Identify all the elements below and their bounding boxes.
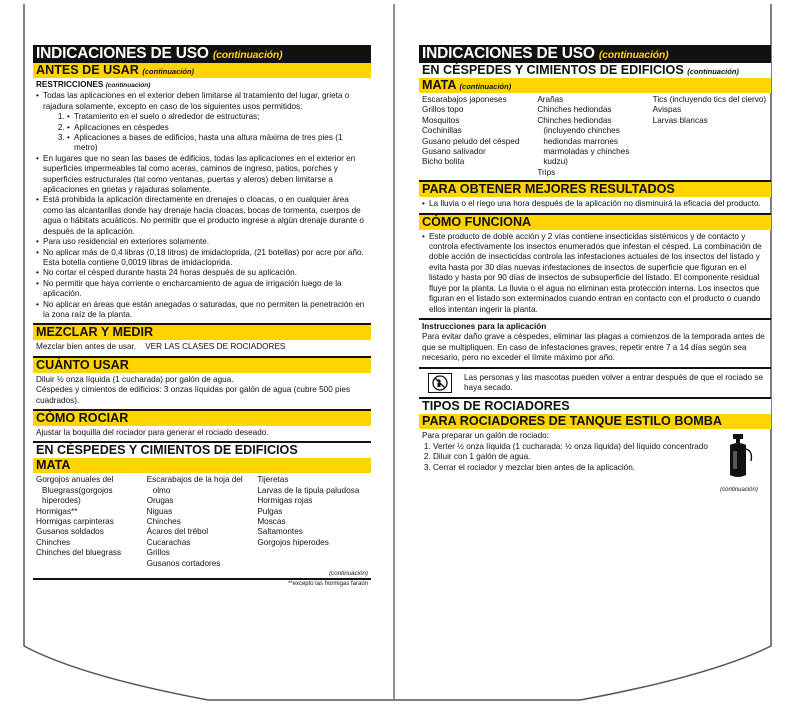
left-panel (33, 45, 371, 589)
sprayer-box (419, 429, 771, 498)
sprayer-steps (422, 442, 710, 473)
pest-item: Gusanos cortadores (146, 558, 221, 568)
pest-item: Chinches del bluegrass (36, 548, 122, 558)
sprayer-intro: Para preparar un galón de rociado: (422, 431, 549, 441)
pest-item: Larvas de la tipula paludosa (257, 485, 360, 495)
pest-item: Pulgas (257, 506, 283, 516)
pest-item: Arañas (537, 95, 564, 104)
list-item: • No cortar el césped durante hasta 24 horas después de su aplicación. (36, 268, 368, 278)
pest-item: Tijeretas (257, 475, 289, 485)
pest-item: Gorgojos hiperodes (257, 537, 329, 547)
pest-item: Hormigas carpinteras (36, 517, 114, 526)
pest-item: Orugas (146, 496, 174, 506)
list-item: 2. Diluir con 1 galón de agua. (433, 452, 710, 462)
restricciones-list (36, 91, 368, 320)
antes-box (33, 78, 371, 323)
list-item: • Todas las aplicaciones en el exterior deben limitarse al tratamiento del lugar, grieta o rajadura solamente, excepto en caso de los siguientes usos permitidos: • 1. Tratamiento en el suelo o alrededor de estructuras; • 2. Aplicaciones en céspedes • 3. Aplicaciones a bases de edificios, hasta una altura máxima de tres pies (1 metro) (36, 91, 368, 153)
pest-column-1 (36, 475, 147, 569)
pest-item: Gorgojos anuales del Bluegrass(gorgojos hiperodes) (36, 475, 114, 506)
instrucciones-text: Para evitar daño grave a céspedes, eliminar las plagas a comienzos de la temporada antes de que se multipliquen. En caso de infestaciones graves, repetir entre 7 a 14 días según sea necesario, pero no exceder el límite máximo por año. (422, 332, 765, 363)
pest-item: Mosquitos (422, 115, 460, 125)
pest-item: Tics (incluyendo tics del ciervo) (652, 95, 767, 104)
cuanto-title: CUÁNTO USAR (33, 356, 371, 373)
right-pest-columns (419, 93, 771, 180)
pest-item: Grillos (146, 548, 170, 558)
footnote: **excepto las hormigas faraón (287, 581, 368, 588)
cesped-title: EN CÉSPEDES Y CIMIENTOS DE EDIFICIOS (33, 441, 371, 458)
pest-item: Gusanos soldados (36, 527, 104, 537)
pest-item: Cucarachas (146, 537, 191, 547)
tipos-title: TIPOS DE ROCIADORES (419, 397, 771, 414)
list-item: 3. Cerrar el rociador y mezclar bien antes de la aplicación. (433, 463, 710, 473)
list-item: • 1. Tratamiento en el suelo o alrededor de estructuras; (67, 112, 368, 122)
pest-item: Escarabajos japoneses (422, 95, 507, 104)
cuanto-box (33, 373, 371, 409)
mejores-box (419, 197, 771, 212)
funciona-box (419, 230, 771, 318)
pest-item: Larvas blancas (652, 115, 708, 125)
pest-item: Cochinillas (422, 126, 462, 136)
funciona-title: CÓMO FUNCIONA (419, 213, 771, 230)
pest-item: Chinches (146, 517, 181, 526)
pest-item: Hormigas rojas (257, 496, 313, 506)
list-item: • No aplicar más de 0,4 libras (0,18 litros) de imidacloprida, (21 botellas) por acre por año. Esta botella contiene 0,0019 libras de imidacloprida. (36, 248, 368, 269)
list-item: 1. Verter ½ onza líquida (1 cucharada: ½ onza líquida) del líquido concentrado (433, 442, 710, 452)
mezclar-text: Mezclar bien antes de usar. VER LAS CLASES DE ROCIADORES (36, 342, 286, 352)
como-rociar-title: CÓMO ROCIAR (33, 409, 371, 426)
pets-text: Las personas y las mascotas pueden volver a entrar después de que el rociado se haya secado. (464, 372, 764, 392)
sprayer-figure (710, 431, 768, 495)
list-item: • No permitir que haya corriente o encharcamiento de agua de irrigación luego de la aplicación. (36, 279, 368, 300)
cuanto-line-2: Céspedes y cimientos de edificios: 3 onzas líquidas por galón de agua (cubre 500 pies cuadrados). (36, 385, 351, 405)
instrucciones-title: Instrucciones para la aplicación (422, 321, 547, 331)
pest-item: Chinches hediondas (incluyendo chinches hediondas marrones marmoladas y chinches kudzu) (537, 115, 630, 167)
mejores-title: PARA OBTENER MEJORES RESULTADOS (419, 180, 771, 197)
right-cesped-title: EN CÉSPEDES Y CIMIENTOS DE EDIFICIOS (continuación) (419, 63, 771, 78)
list-item: • 2. Aplicaciones en céspedes (67, 123, 368, 133)
pets-notice (419, 369, 771, 398)
list-item: • La lluvia o el riego una hora después de la aplicación no disminuirá la eficacia del producto. (422, 199, 768, 209)
pest-column-2 (537, 95, 652, 178)
pest-column-1 (422, 95, 537, 178)
mata-title: MATA (33, 458, 371, 473)
pest-item: Moscas (257, 517, 286, 526)
pest-item: Trips (537, 167, 556, 177)
right-main-title: INDICACIONES DE USO (continuación) (419, 45, 771, 63)
list-item: • 3. Aplicaciones a bases de edificios, hasta una altura máxima de tres pies (1 metro) (67, 133, 368, 154)
pest-columns (33, 473, 371, 569)
como-rociar-text: Ajustar la boquilla del rociador para generar el rociado deseado. (36, 427, 269, 437)
cuanto-line-1: Diluir ½ onza líquida (1 cucharada) por galón de agua. (36, 374, 234, 384)
antes-title: ANTES DE USAR (continuación) (33, 63, 371, 78)
continuation-note: (continuación) (329, 570, 368, 578)
instrucciones-box (419, 320, 771, 367)
pest-item: Grillos topo (422, 105, 464, 115)
pest-item: Avispas (652, 105, 682, 115)
pest-item: Gusano salivador (422, 147, 486, 157)
pest-item: Ácaros del trébol (146, 527, 209, 537)
pump-sprayer-icon (724, 431, 754, 481)
pest-item: Hormigas** (36, 506, 78, 516)
pest-item: Gusano peludo del césped (422, 136, 520, 146)
list-item: • En lugares que no sean las bases de edificios, todas las aplicaciones en el exterior en superficies impermeables tal como aceras, caminos de ingreso, patios, porches y superficies estructurales (tal como ventanas, puertas y aleros) deben limitarse a aplicaciones en grietas y rajaduras solamente. (36, 154, 368, 196)
list-item: • No aplicar en áreas que están anegadas o saturadas, que no permiten la penetración en la zona raíz de la planta. (36, 300, 368, 321)
pest-item: Escarabajos de la hoja del olmo (146, 475, 243, 495)
no-entry-icon (428, 373, 452, 393)
left-main-title: INDICACIONES DE USO (continuación) (33, 45, 371, 63)
pest-column-3 (653, 95, 768, 178)
pest-item: Saltamontes (257, 527, 303, 537)
mezclar-title: MEZCLAR Y MEDIR (33, 323, 371, 340)
pest-item: Chinches (36, 537, 71, 547)
list-item: • Para uso residencial en exteriores solamente. (36, 237, 368, 247)
pest-item: Chinches hediondas (537, 105, 612, 115)
right-panel (419, 45, 771, 498)
pest-item: Niguas (146, 506, 173, 516)
list-item: • Está prohibida la aplicación directamente en drenajes o cloacas, o en cualquier área como las alcantarillas donde hay drenaje hacia cloacas, bocas de tormenta, cuerpos de agua o hábitats acuáticos. No permitir que el producto ingrese a algún drenaje durante o después de la aplicación. (36, 195, 368, 237)
restricciones-title: RESTRICCIONES (continuación) (36, 80, 151, 89)
sprayer-continuation: (continuación) (720, 486, 758, 493)
list-item: • Este producto de doble acción y 2 vías contiene insecticidas sistémicos y de contacto y controla efectivamente los insectos enumerados que infestan el césped. La combinación de doble acción de insecticidas controla las infestaciones actuales de los insectos del listado y evita hasta por 30 días nuevas infestaciones de insectos de superficie que figuran en el listado y hasta por 90 días de insectos de subsuperficie del listado. El componente residual fluye por la planta. La lluvia o el agua no eliminan esta protección interna. Los insectos que figuran en el listado son exterminados cuando entran en contacto con el producto o cuando ellos intentan ingerir la planta. (422, 232, 768, 315)
right-mata-title: MATA (continuación) (419, 78, 771, 93)
pest-column-2 (147, 475, 258, 569)
pest-item: Bicho bolita (422, 157, 465, 167)
pest-column-3 (257, 475, 368, 569)
tanque-title: PARA ROCIADORES DE TANQUE ESTILO BOMBA (419, 414, 771, 429)
sub-list (43, 112, 368, 154)
